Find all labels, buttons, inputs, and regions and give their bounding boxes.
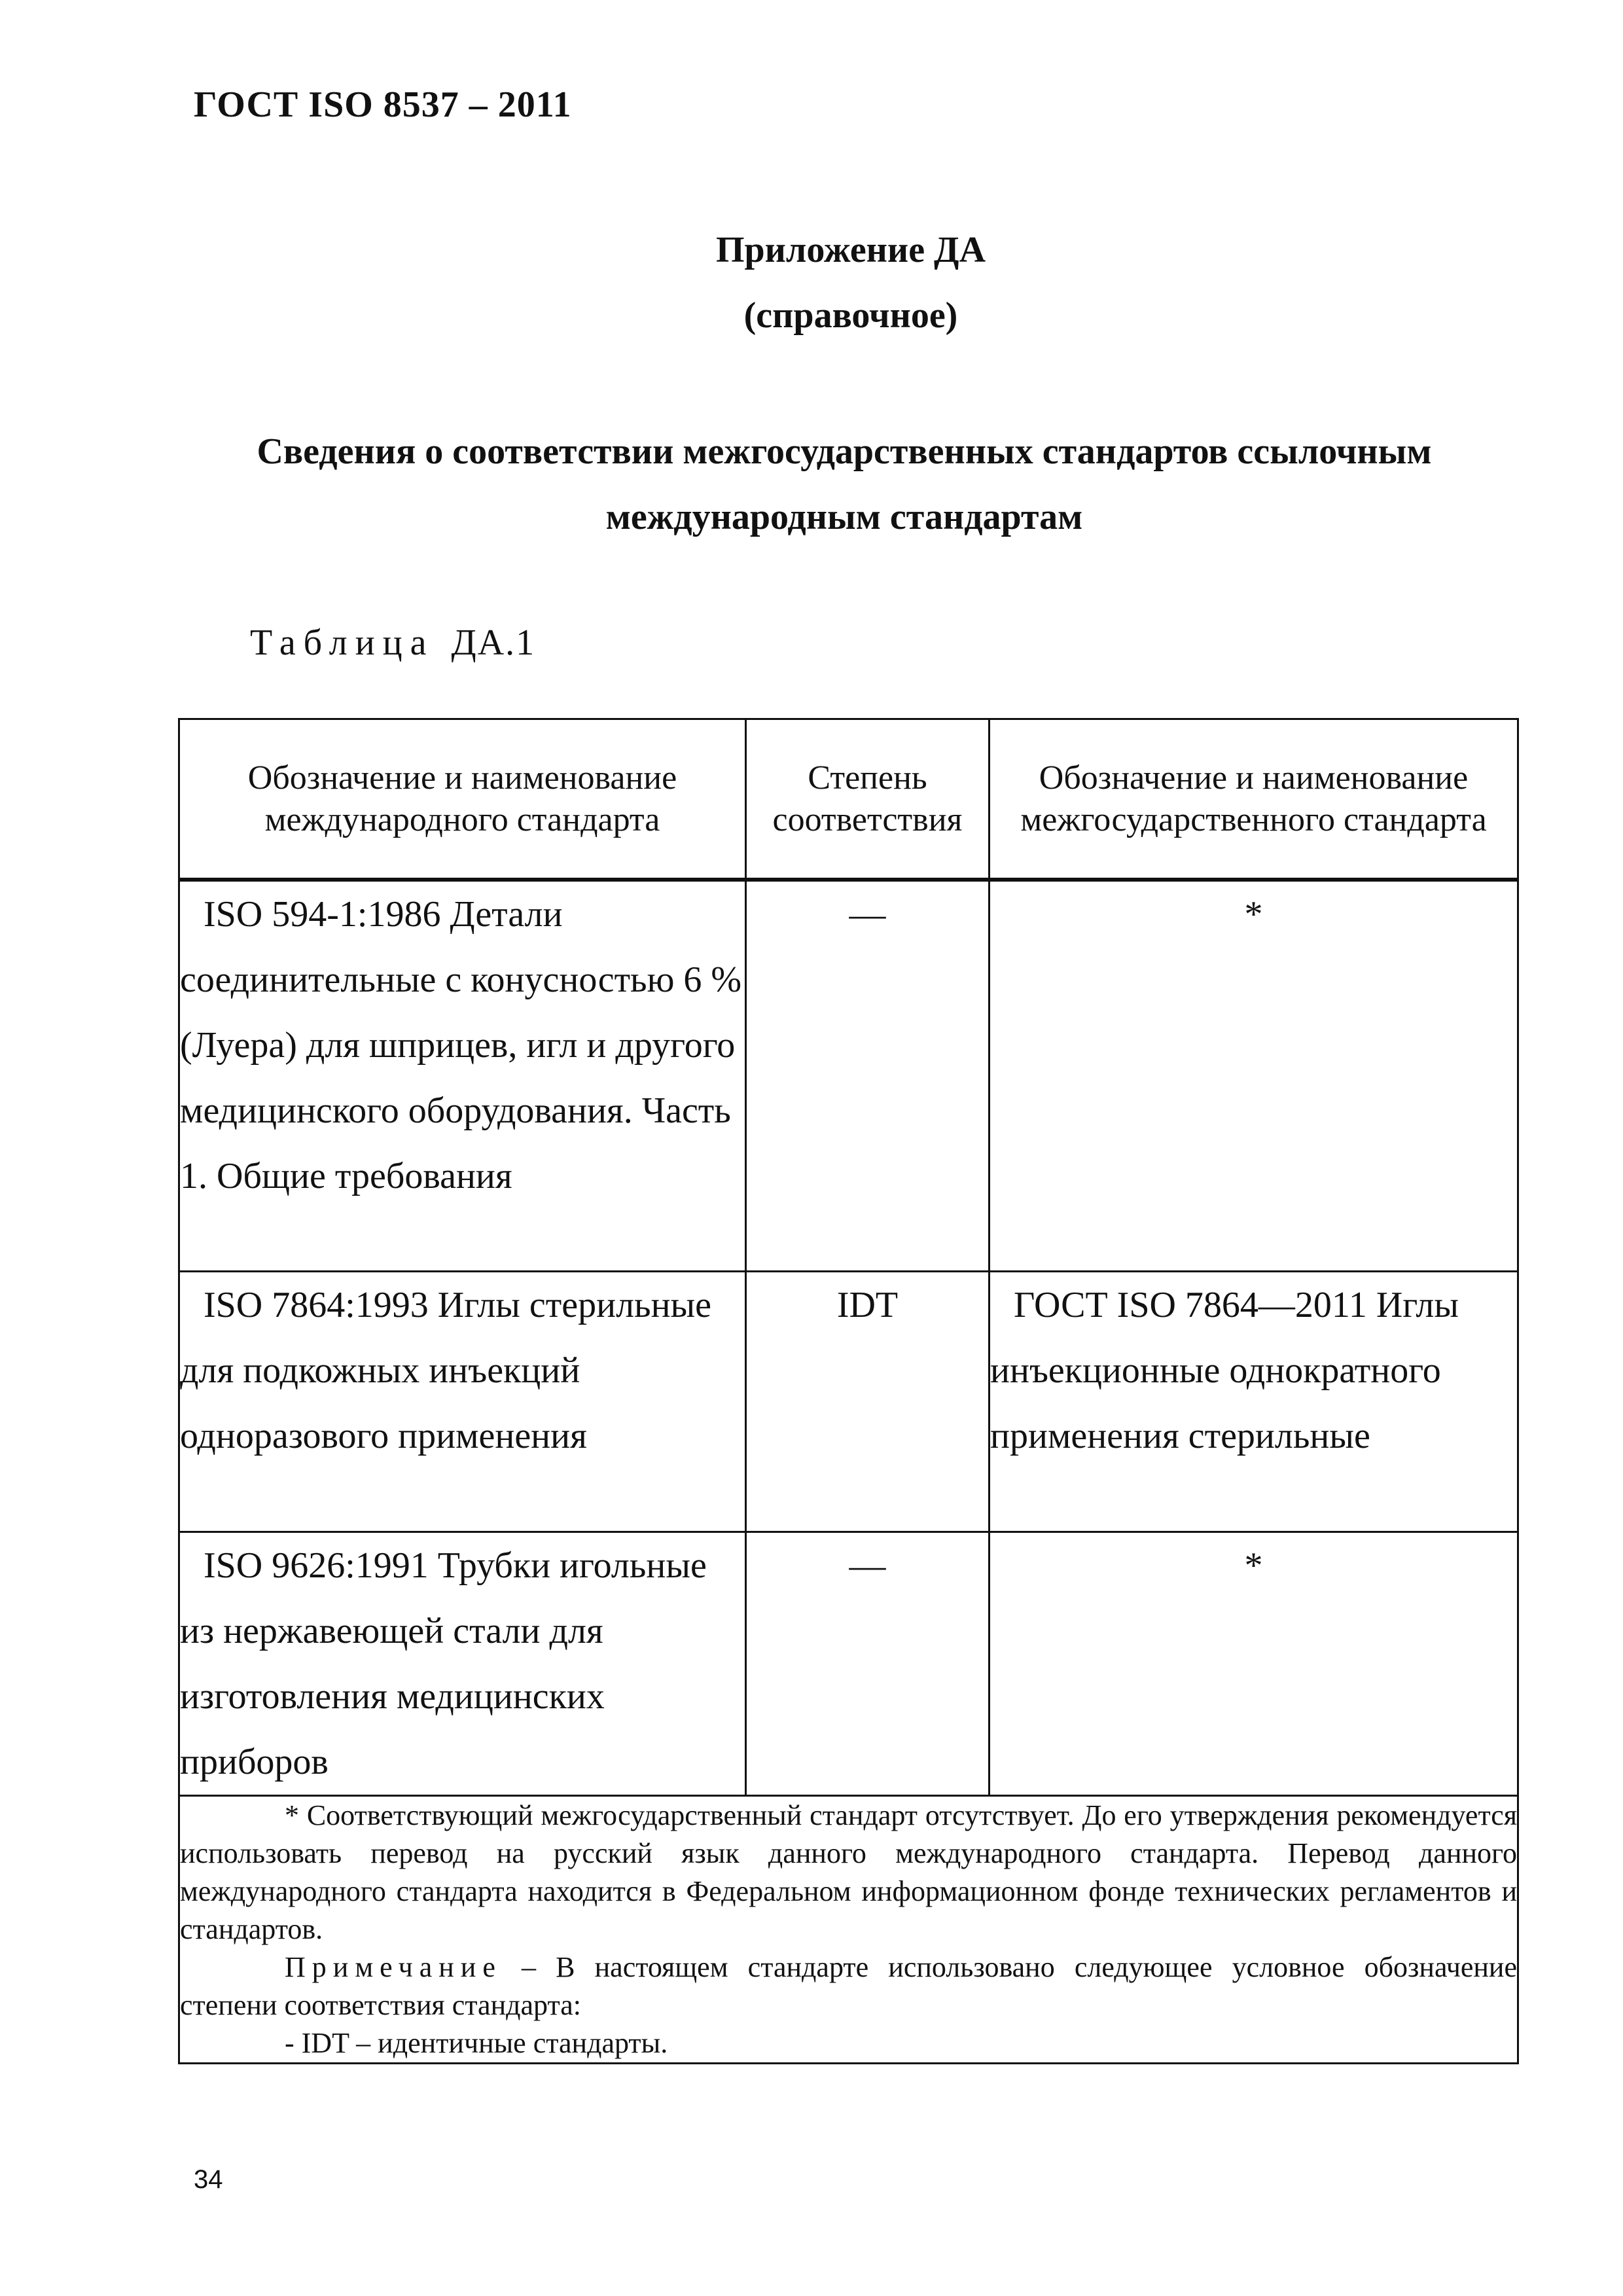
degree-cell: — [746,880,990,1272]
table-caption-number: ДА.1 [451,622,536,663]
interstate-standard-cell: ГОСТ ISO 7864—2011 Иглы инъекционные однократного применения стерильные [990,1272,1518,1532]
international-standard-cell: ISO 594-1:1986 Детали соединительные с конусностью 6 % (Луера) для шприцев, игл и другого медицинского оборудования. Часть 1. Общие требования [179,880,746,1272]
header-interstate-standard: Обозначение и наименование межгосударственного стандарта [990,719,1518,880]
table-row [179,880,1518,1272]
note-item: - IDT – идентичные стандарты. [285,2027,668,2059]
degree-cell: — [746,1532,990,1796]
table-row [179,1272,1518,1532]
table-footnote-row [179,1796,1518,2064]
standards-table [178,718,1519,2064]
annex-kind: (справочное) [743,295,958,336]
table-caption [250,622,535,664]
annex-title: Приложение ДА [715,230,986,270]
international-standard-cell: ISO 7864:1993 Иглы стерильные для подкожных инъекций одноразового применения [179,1272,746,1532]
international-standard-cell: ISO 9626:1991 Трубки игольные из нержавеющей стали для изготовления медицинских приборов [179,1532,746,1796]
note-text: – В настоящем стандарте использовано следующее условное обозначение степени соответствия стандарта: [180,1951,1517,2021]
table-caption-word: Таблица [250,622,435,663]
table-header-row [179,719,1518,880]
header-degree-of-conformity: Степень соответствия [746,719,990,880]
note-paragraph [180,1948,1517,2024]
note-label: Примечание [285,1951,502,1983]
document-title-line-2: международным стандартам [605,497,1083,537]
table-footnote-cell [179,1796,1518,2064]
document-title [196,419,1492,550]
interstate-standard-cell: * [990,1532,1518,1796]
document-title-line-1: Сведения о соответствии межгосударственных стандартов ссылочным [257,431,1432,472]
header-international-standard: Обозначение и наименование международного стандарта [179,719,746,880]
table-row [179,1532,1518,1796]
interstate-standard-cell: * [990,880,1518,1272]
degree-cell: IDT [746,1272,990,1532]
document-code: ГОСТ ISO 8537 – 2011 [194,84,572,125]
page-number: 34 [194,2165,223,2194]
footnote-text: * Соответствующий межгосударственный стандарт отсутствует. До его утверждения рекомендуется использовать перевод на русский язык данного международного стандарта. Перевод данного международного стандарта находится в Федеральном информационном фонде технических регламентов и стандартов. [180,1799,1517,1945]
